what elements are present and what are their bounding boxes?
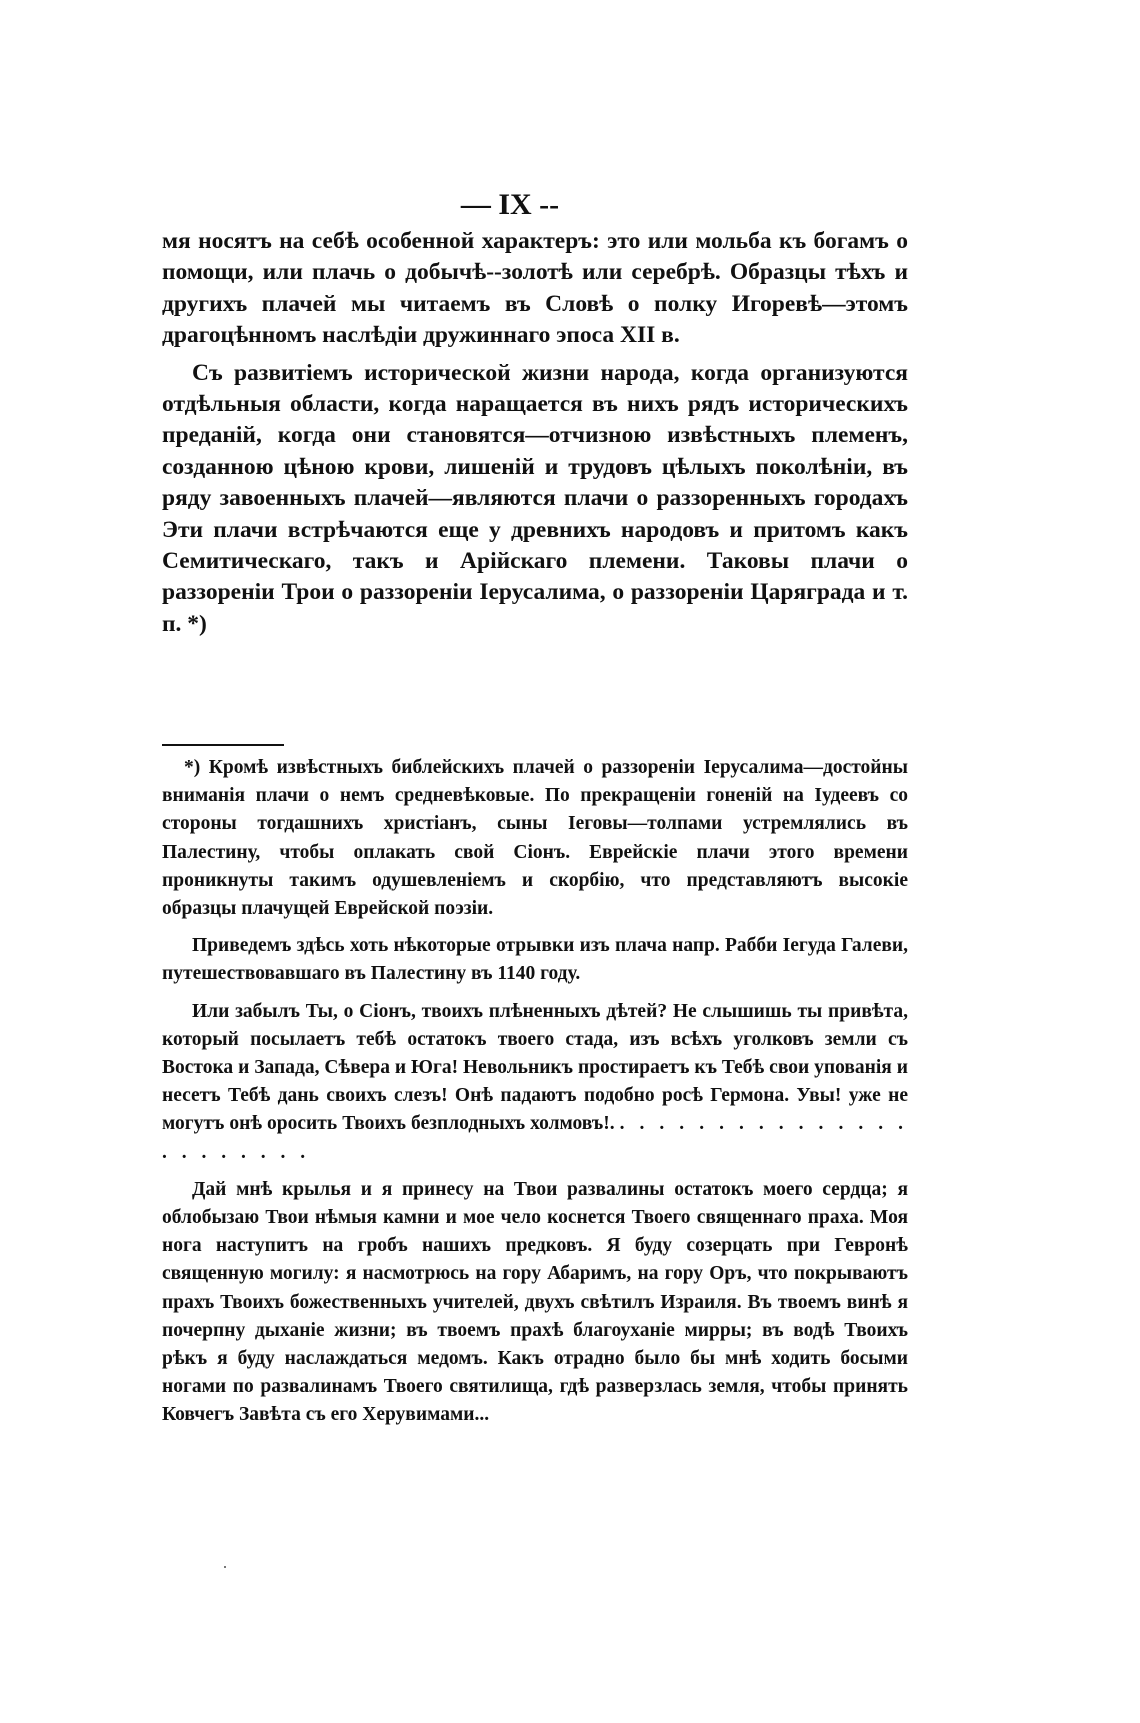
scan-speck: [224, 1566, 226, 1568]
main-paragraph-1: мя носятъ на себѣ особенной характеръ: это или мольба къ богамъ о помощи, или плачь о добычѣ--золотѣ или серебрѣ. Образцы тѣхъ и другихъ плачей мы читаемъ въ Словѣ о полку Игоревѣ—этомъ драгоцѣнномъ наслѣдіи дружиннаго эпоса XII в.: [162, 228, 908, 349]
footnote-paragraph-2: Приведемъ здѣсь хоть нѣкоторые отрывки изъ плача напр. Рабби Іегуда Галеви, путешествовавшаго въ Палестину въ 1140 году.: [162, 935, 908, 985]
footnote-paragraph-3: [162, 998, 908, 1167]
footnote-paragraph-4: Дай мнѣ крылья и я принесу на Твои развалины остатокъ моего сердца; я облобызаю Твои нѣмыя камни и мое чело коснется Твоего священнаго праха. Моя нога наступитъ на гробъ нашихъ предковъ. Я буду созерцать при Гевронѣ священную могилу: я насмотрюсь на гору Абаримъ, на гору Оръ, что покрываютъ прахъ Твоихъ божественныхъ учителей, двухъ свѣтилъ Израиля. Въ твоемъ винѣ я почерпну дыханіе жизни; въ твоемъ прахѣ благоуханіе мирры; въ водѣ Твоихъ рѣкъ я буду наслаждаться медомъ. Какъ отрадно было бы мнѣ ходить босыми ногами по развалинамъ Твоего святилища, гдѣ разверзлась земля, чтобы принять Ковчегъ Завѣта съ его Херувимами...: [162, 1178, 908, 1426]
footnote-ellipsis: . . . . . . . . . . . . . . . . . . . . . . .: [162, 1113, 909, 1163]
main-paragraph-2: Съ развитіемъ исторической жизни народа, когда организуются отдѣльныя области, когда наращается въ нихъ рядъ историческихъ преданій, когда они становятся—отчизною извѣстныхъ племенъ, созданною цѣною крови, лишеній и трудовъ цѣлыхъ поколѣніи, въ ряду завоенныхъ плачей—являются плачи о раззоренныхъ городахъ Эти плачи встрѣчаются еще у древнихъ народовъ и притомъ какъ Семитическаго, такъ и Арійскаго племени. Таковы плачи о раззореніи Трои о раззореніи Іерусалима, о раззореніи Царяграда и т. п. *): [162, 359, 908, 637]
main-text: [162, 226, 908, 640]
page-number: — IX --: [460, 188, 560, 221]
footnote-separator: [162, 744, 284, 746]
footnote: [162, 754, 908, 1430]
footnote-paragraph-3-text: Или забылъ Ты, о Сіонъ, твоихъ плѣненныхъ дѣтей? Не слышишь ты привѣта, который посылаетъ тебѣ остатокъ твоего стада, изъ всѣхъ уголковъ земли съ Востока и Запада, Сѣвера и Юга! Невольникъ простираетъ къ Тебѣ свои упованія и несетъ Тебѣ дань своихъ слезъ! Онѣ падаютъ подобно росѣ Гермона. Увы! уже не могутъ онѣ оросить Твоихъ безплодныхъ холмовъ!.: [162, 1000, 908, 1135]
footnote-paragraph-1: *) Кромѣ извѣстныхъ библейскихъ плачей о раззореніи Іерусалима—достойны вниманія плачи о немъ средневѣковые. По прекращеніи гоненій на Іудеевъ со стороны тогдашнихъ христіанъ, сыны Іеговы—толпами устремлялись въ Палестину, чтобы оплакать свой Сіонъ. Еврейскіе плачи этого времени проникнуты такимъ одушевленіемъ и скорбію, что представляютъ высокіе образцы плачущей Еврейской поэзіи.: [162, 757, 908, 920]
